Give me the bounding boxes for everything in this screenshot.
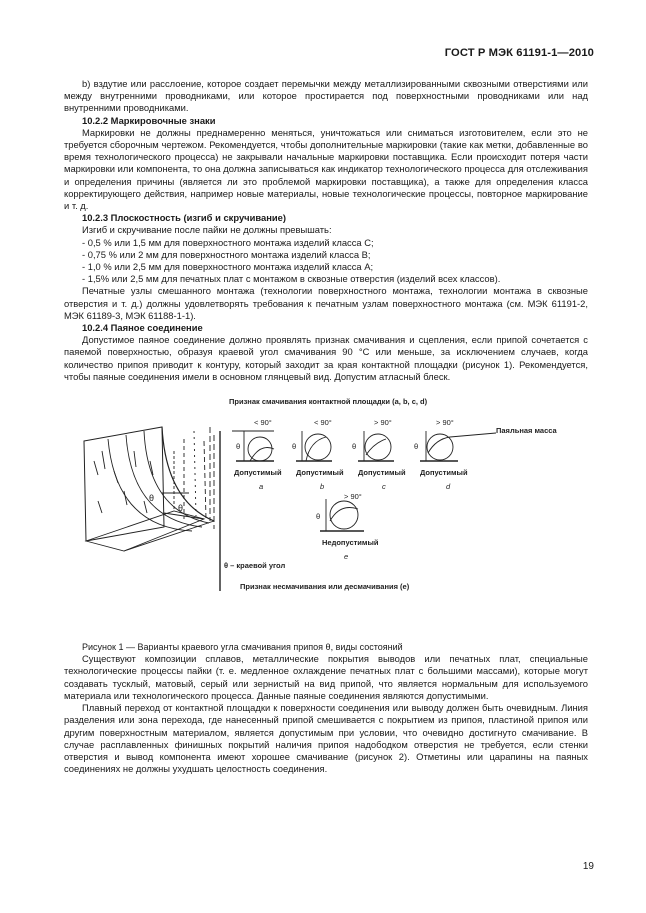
theta-a: θ	[236, 442, 241, 452]
paragraph-alloys: Существуют композиции сплавов, металлические покрытия выводов или печатных плат, специальные технологические процессы пайки (т. е. медленное охлаждение печатных плат с большими массами), которые могут создавать тусклый, матовый, серый или зернистый на вид припой, что является нормальным для используемого материала или технологического процесса. Данные паяные соединения являются допустимыми.	[64, 653, 588, 701]
label-acceptable-b: Допустимый	[296, 468, 344, 478]
paragraph-mixed-assembly: Печатные узлы смешанного монтажа (технологии поверхностного монтажа, технологии монтажа в сквозные отверстия и т. д.) должны удовлетворять требования к печатным узлам поверхностного монтажа (см. МЭК 61191-2, МЭК 61189-3, МЭК 61188-1-1).	[64, 285, 588, 321]
condition-d	[420, 431, 496, 461]
letter-b: b	[320, 482, 325, 492]
condition-b	[296, 431, 332, 461]
letter-c: c	[382, 482, 386, 492]
angle-b: < 90°	[314, 418, 332, 428]
figure-title-wetting: Признак смачивания контактной площадки (a, b, c, d)	[229, 397, 428, 407]
condition-e	[320, 499, 364, 531]
paragraph-solder-joint: Допустимое паяное соединение должно проявлять признак смачивания и сцепления, если припой сочетается с паяемой поверхностью, образуя краевой угол смачивания 90 °С или меньше, за исключением случаев, когда количество припоя приводит к контуру, который заходит за края контактной площадки (рисунок 1). Рекомендуется, чтобы паяные соединения имели в основном глянцевый вид. Допустим атласный блеск.	[64, 334, 588, 382]
label-unacceptable-e: Недопустимый	[322, 538, 379, 548]
label-solder-mass: Паяльная масса	[496, 426, 557, 436]
angle-a: < 90°	[254, 418, 272, 428]
paragraph-transition: Плавный переход от контактной площадки к поверхности соединения или выводу должен быть очевидным. Линия разделения или зона перехода, где нанесенный припой смешивается с покрытием из припоя, пластиной припоя или другим поверхностным материалом, является допустимым при условии, что очевидно достигнуто смачивание. В случае расплавленных финишных покрытий наличия припоя надободком отверстия не требуется, если стенки отверстия и вывод компонента имеют хорошее смачивание (рисунок 2). Отметины или царапины на паяных соединениях не должны ухудшать целостность соединения.	[64, 702, 588, 775]
solder-fillet-illustration	[84, 427, 220, 591]
list-item-class-c: - 0,5 % или 1,5 мм для поверхностного монтажа изделий класса С;	[82, 236, 374, 248]
label-theta-contact-angle: θ – краевой угол	[224, 561, 286, 571]
label-acceptable-c: Допустимый	[358, 468, 406, 478]
letter-a: a	[259, 482, 264, 492]
paragraph-bulging: b) вздутие или расслоение, которое создает перемычки между металлизированными сквозными отверстиями или между внутренними проводниками, или которое простирается под поверхностными проводниками или над внутренними проводниками.	[64, 78, 588, 114]
heading-10-2-2: 10.2.2 Маркировочные знаки	[82, 114, 216, 126]
angle-d: > 90°	[436, 418, 454, 428]
list-item-class-a: - 1,0 % или 2,5 мм для поверхностного монтажа изделий класса А;	[82, 261, 374, 273]
theta-d: θ	[414, 442, 419, 452]
label-acceptable-d: Допустимый	[420, 468, 468, 478]
heading-10-2-3: 10.2.3 Плоскостность (изгиб и скручивание)	[82, 212, 286, 224]
list-item-class-b: - 0,75 % или 2 мм для поверхностного монтажа изделий класса В;	[82, 248, 371, 260]
angle-e: > 90°	[344, 492, 362, 502]
figure-title-nonwetting: Признак несмачивания или десмачивания (e)	[240, 582, 410, 592]
page-number: 19	[582, 861, 594, 872]
theta-b: θ	[292, 442, 297, 452]
angle-c: > 90°	[374, 418, 392, 428]
page-content	[64, 78, 588, 775]
theta-c: θ	[352, 442, 357, 452]
figure-wetting-angle	[64, 391, 588, 641]
heading-10-2-4: 10.2.4 Паяное соединение	[82, 322, 203, 334]
paragraph-markings: Маркировки не должны преднамеренно меняться, уничтожаться или сниматься изготовителем, если это не требуется сборочным чертежом. Рекомендуется, чтобы дополнительные маркировки (такие как метки, добавленные во время технологического процесса) не закрывали начальные маркировки поставщика. Если происходит потеря части маркировки или компонента, то она должна записываться как индикатор технологического процесса для отслеживания и определения причины (является ли это проблемой маркировки поставщика), а также для определения класса корректирующего действия, например новые материалы, новые технологические процессы, повторное маркирование и т. д.	[64, 126, 588, 212]
letter-d: d	[446, 482, 451, 492]
wetting-diagram	[64, 391, 588, 641]
fillet-theta-b: θ	[178, 503, 184, 514]
letter-e: e	[344, 552, 349, 562]
fillet-theta-a: θ	[149, 493, 155, 504]
theta-e: θ	[316, 512, 321, 522]
paragraph-bow-twist-intro: Изгиб и скручивание после пайки не должны превышать:	[82, 224, 332, 236]
document-header: ГОСТ Р МЭК 61191-1—2010	[444, 47, 594, 59]
figure-caption: Рисунок 1 — Варианты краевого угла смачивания припоя θ, виды состояний	[82, 642, 403, 653]
condition-c	[358, 431, 394, 461]
label-acceptable-a: Допустимый	[234, 468, 282, 478]
list-item-through-hole: - 1,5% или 2,5 мм для печатных плат с монтажом в сквозные отверстия (изделий всех классов).	[82, 273, 501, 285]
